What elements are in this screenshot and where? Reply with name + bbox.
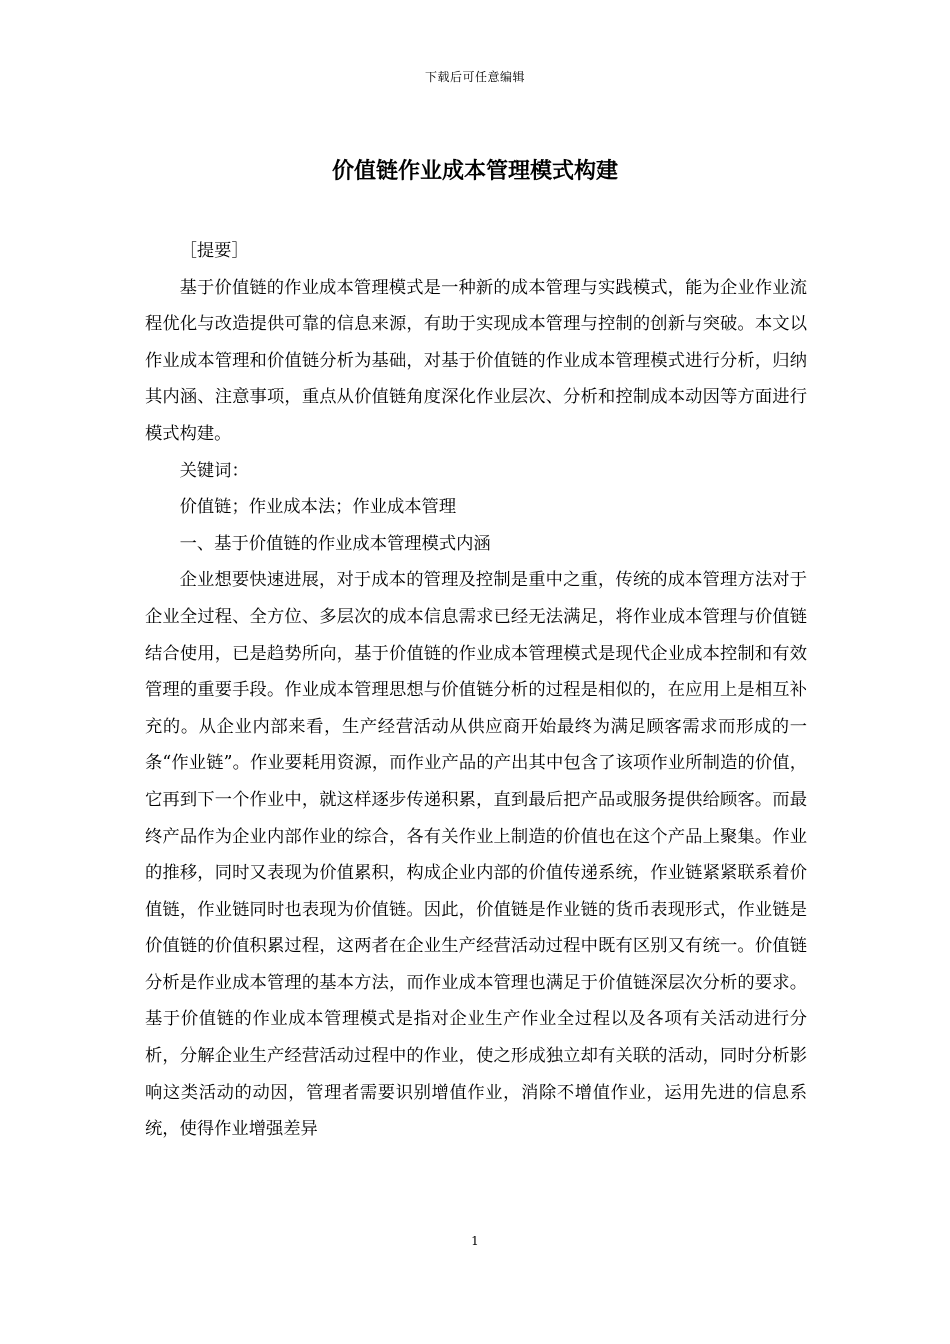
page-header-note: 下载后可任意编辑	[424, 70, 525, 84]
document-body	[145, 233, 807, 1148]
section-heading: 一、基于价值链的作业成本管理模式内涵	[179, 533, 491, 554]
abstract-heading: ［提要］	[179, 241, 249, 261]
abstract-paragraph: 基于价值链的作业成本管理模式是一种新的成本管理与实践模式，能为企业作业流程优化与改造提供可靠的信息来源，有助于实现成本管理与控制的创新与突破。本文以作业成本管理和价值链分析为基础，对基于价值链的作业成本管理模式进行分析，归纳其内涵、注意事项，重点从价值链角度深化作业层次、分析和控制成本动因等方面进行模式构建。	[145, 277, 807, 444]
section-paragraph: 企业想要快速进展，对于成本的管理及控制是重中之重，传统的成本管理方法对于企业全过程、全方位、多层次的成本信息需求已经无法满足，将作业成本管理与价值链结合使用，已是趋势所向，基于价值链的作业成本管理模式是现代企业成本控制和有效管理的重要手段。作业成本管理思想与价值链分析的过程是相似的，在应用上是相互补充的。从企业内部来看，生产经营活动从供应商开始最终为满足顾客需求而形成的一条“作业链”。作业要耗用资源，而作业产品的产出其中包含了该项作业所制造的价值，它再到下一个作业中，就这样逐步传递积累，直到最后把产品或服务提供给顾客。而最终产品作为企业内部作业的综合，各有关作业上制造的价值也在这个产品上聚集。作业的推移，同时又表现为价值累积，构成企业内部的价值传递系统，作业链紧紧联系着价值链，作业链同时也表现为价值链。因此，价值链是作业链的货币表现形式，作业链是价值链的价值积累过程，这两者在企业生产经营活动过程中既有区别又有统一。价值链分析是作业成本管理的基本方法，而作业成本管理也满足于价值链深层次分析的要求。基于价值链的作业成本管理模式是指对企业生产作业全过程以及各项有关活动进行分析，分解企业生产经营活动过程中的作业，使之形成独立却有关联的活动，同时分析影响这类活动的动因，管理者需要识别增值作业，消除不增值作业，运用先进的信息系统，使得作业增强差异	[145, 570, 807, 1140]
page-number: 1	[471, 1234, 479, 1248]
keywords-heading: 关键词：	[179, 460, 249, 481]
document-title: 价值链作业成本管理模式构建	[331, 159, 618, 184]
keywords-list: 价值链；作业成本法；作业成本管理	[179, 497, 457, 518]
